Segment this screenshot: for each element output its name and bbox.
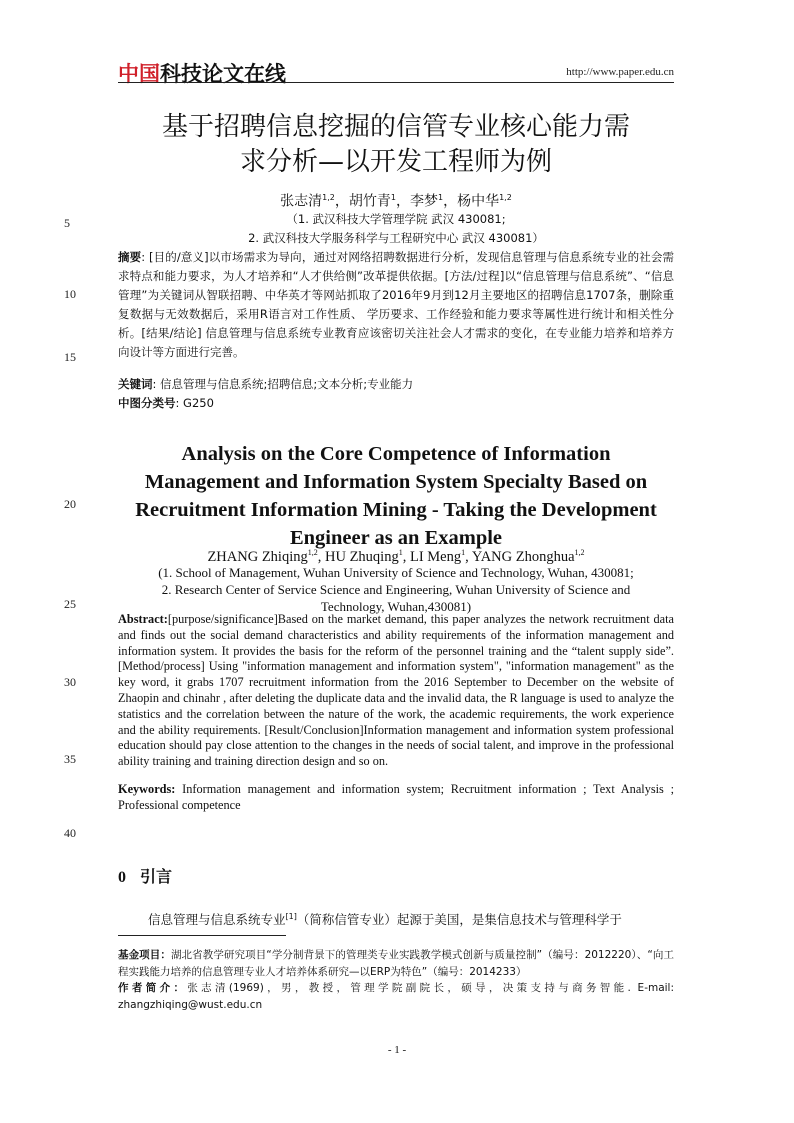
author-name: 李梦 — [410, 193, 438, 210]
author-separator: , — [465, 548, 472, 565]
chinese-title — [118, 110, 674, 180]
english-affiliations — [118, 564, 674, 615]
abstract-text: : [目的/意义]以市场需求为导向，通过对网络招聘数据进行分析，发现信息管理与信息系统专业的社会需求特点和能力要求，为人才培养和“人才供给侧”改革提供依据。[方法/过程]以“信息管理与信息系统”、“信息管理”为关键词从智联招聘、中华英才等网站抓取了2016年9月到12月主要地区的招聘信息1707条，删除重复数据与无效数据后，采用R语言对工作性质、 学历要求、工作经验和能力要求等属性进行统计和相关性分析。[结果/结论] 信息管理与信息系统专业教育应该密切关注社会人才需求的变化，在专业能力培养和培养方向设计等方面进行完善。 — [118, 250, 675, 359]
clc-label: 中图分类号 — [118, 396, 176, 410]
line-number: 5 — [64, 216, 70, 230]
author-name: 张志清 — [280, 193, 323, 210]
line-number: 20 — [64, 497, 76, 511]
funding-label: 基金项目： — [118, 949, 171, 961]
author-affil-sup: 1 — [398, 548, 403, 557]
english-title-line: Engineer as an Example — [289, 527, 503, 549]
author-affil-sup: 1,2 — [499, 193, 512, 202]
author-affil-sup: 1 — [390, 193, 396, 202]
funding-note — [118, 947, 674, 980]
journal-logo: 中国科技论文在线 — [118, 62, 286, 86]
keywords-label: 关键词 — [118, 377, 153, 391]
line-number: 15 — [64, 350, 76, 364]
line-number: 10 — [64, 287, 76, 301]
section-title: 引言 — [140, 867, 173, 886]
chinese-authors — [118, 188, 674, 212]
author-name: ZHANG Zhiqing — [207, 548, 308, 565]
line-number: 40 — [64, 826, 76, 840]
english-title-line: Recruitment Information Mining - Taking the Development — [135, 499, 657, 521]
abstract-label: 摘要 — [118, 250, 142, 264]
intro-paragraph — [118, 908, 674, 929]
header-divider — [118, 82, 674, 83]
section-heading — [118, 864, 172, 887]
chinese-abstract — [118, 248, 674, 362]
header-url[interactable]: http://www.paper.edu.cn — [566, 66, 674, 78]
author-separator: ， — [396, 193, 410, 210]
abstract-text: [purpose/significance]Based on the market demand, this paper analyzes the network recruitment data and finds out the social demand characteristics and ability requirements of the information management and information system. It provides the basis for the reform of the personnel training and the “talent supply side”. [Method/process] Using "information management and information system", "information management" as the key word, it grabs 1707 recruitment information from the 2016 September to December on the website of Zhaopin and chinahr , after deleting the duplicate data and the invalid data, the R language is used to analyze the statistics and the correlation between the nature of the work, the academic requirements, the work experience and the ability requirements. [Result/Conclusion]Information management and information system professional education should pay close attention to the changes in the needs of social talent, and improve in the professional ability training and training direction design and so on. — [118, 612, 674, 769]
chinese-affiliation-2: 2. 武汉科技大学服务科学与工程研究中心 武汉 430081） — [248, 231, 544, 245]
author-bio-note — [118, 980, 674, 1013]
footnote — [118, 947, 674, 1013]
english-abstract — [118, 612, 674, 770]
funding-text: 湖北省教学研究项目“学分制背景下的管理类专业实践教学模式创新与质量控制”（编号：2012220）、“向工程实践能力培养的信息管理专业人才培养体系研究—以ERP为特色”（编号：2014233） — [118, 949, 674, 978]
author-name: 杨中华 — [457, 193, 500, 210]
chinese-keywords — [118, 375, 674, 394]
keywords-text: Information management and information system; Recruitment information ; Text Analysis ; Professional competence — [118, 782, 674, 812]
citation-ref[interactable]: [1] — [285, 912, 297, 921]
author-affil-sup: 1 — [461, 548, 466, 557]
author-separator: ， — [443, 193, 458, 210]
author-name: LI Meng — [409, 548, 462, 565]
clc-text: : G250 — [175, 396, 214, 410]
english-title-line: Management and Information System Specialty Based on — [144, 471, 648, 493]
line-number: 35 — [64, 752, 76, 766]
author-separator: , — [402, 548, 410, 565]
english-keywords — [118, 781, 674, 813]
page-number: - 1 - — [387, 1044, 407, 1056]
footnote-divider — [118, 935, 286, 936]
chinese-clc — [118, 394, 674, 413]
author-affil-sup: 1,2 — [307, 548, 318, 557]
author-name: 胡竹青 — [348, 193, 391, 210]
author-bio-label: 作者简介： — [118, 982, 188, 994]
author-bio-text: 张志清(1969)，男，教授，管理学院副院长，硕导，决策支持与商务智能. E-mail: zhangzhiqing@wust.edu.cn — [118, 982, 675, 1011]
keywords-label: Keywords: — [118, 782, 176, 796]
author-separator: , — [317, 548, 325, 565]
english-title-line: Analysis on the Core Competence of Information — [181, 443, 611, 465]
chinese-title-line: 基于招聘信息挖掘的信管专业核心能力需 — [161, 112, 630, 142]
abstract-label: Abstract: — [118, 612, 168, 626]
section-number: 0 — [118, 869, 126, 886]
line-number: 25 — [64, 597, 76, 611]
english-affiliation-line: (1. School of Management, Wuhan University of Science and Technology, Wuhan, 430081; — [158, 565, 634, 580]
author-separator: ， — [334, 193, 349, 210]
author-affil-sup: 1 — [438, 193, 444, 202]
line-number: 30 — [64, 675, 76, 689]
author-name: YANG Zhonghua — [471, 548, 575, 565]
english-affiliation-line: 2. Research Center of Service Science and Engineering, Wuhan University of Science and — [161, 582, 631, 597]
english-affiliation-line: Technology, Wuhan,430081) — [320, 599, 472, 614]
chinese-title-line: 求分析—以开发工程师为例 — [239, 147, 552, 177]
chinese-affiliation-1: （1. 武汉科技大学管理学院 武汉 430081; — [286, 212, 506, 226]
author-affil-sup: 1,2 — [322, 193, 335, 202]
author-name: HU Zhuqing — [325, 548, 399, 565]
keywords-text: : 信息管理与信息系统;招聘信息;文本分析;专业能力 — [152, 377, 414, 391]
intro-text: 信息管理与信息系统专业 — [148, 912, 286, 928]
intro-text: （简称信管专业）起源于美国，是集信息技术与管理科学于 — [296, 912, 622, 928]
english-title — [118, 440, 674, 552]
author-affil-sup: 1,2 — [574, 548, 585, 557]
